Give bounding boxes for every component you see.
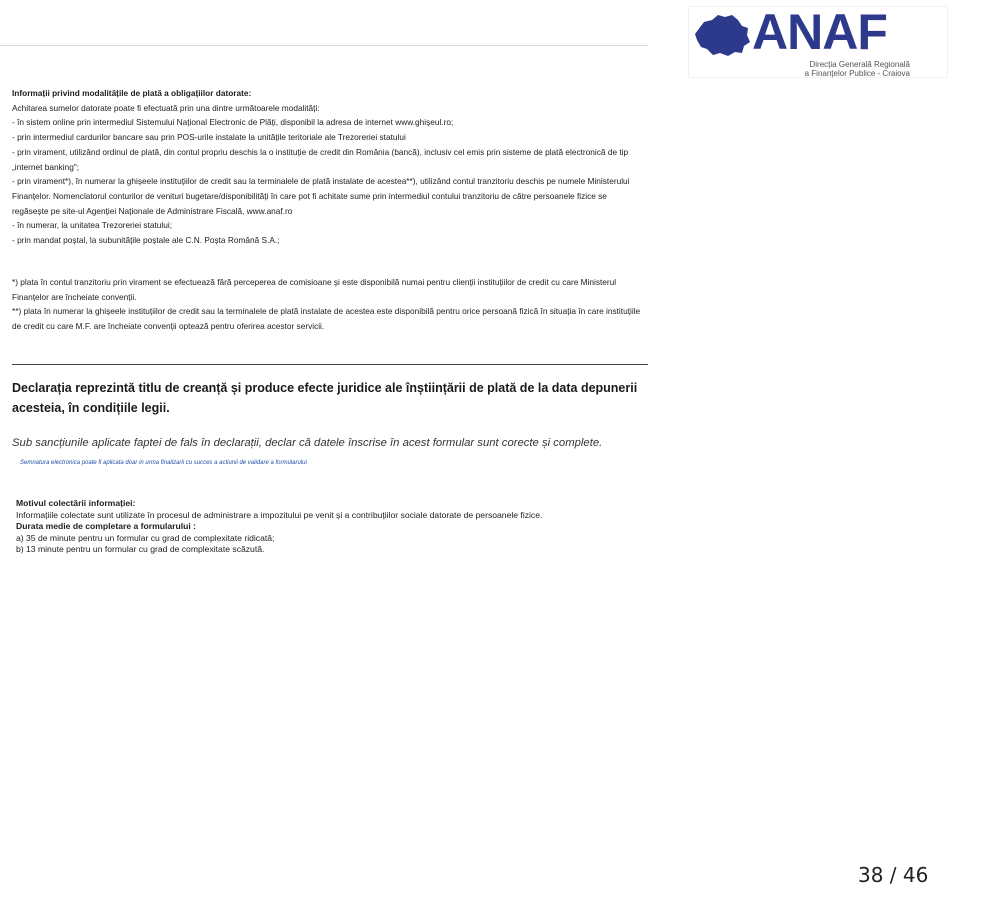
- header-divider: [0, 45, 648, 46]
- payment-method-item: - în numerar, la unitatea Trezoreriei statului;: [12, 220, 173, 231]
- declaration-statement: Declarația reprezintă titlu de creanță și produce efecte juridice ale înștiințării de plată de la data depunerii acesteia, în condițiile legii.: [12, 381, 638, 415]
- payment-method-item: - prin intermediul cardurilor bancare sau prin POS-urile instalate la unitățile teritoriale ale Trezoreriei statului: [12, 132, 406, 143]
- logo-subtitle-line-1: Direcția Generală Regională: [809, 60, 910, 69]
- payment-method-item: - prin mandat poștal, la subunitățile poștale ale C.N. Poșta Română S.A.;: [12, 235, 280, 246]
- payment-info-intro: Achitarea sumelor datorate poate fi efectuată prin una dintre următoarele modalități:: [12, 102, 320, 113]
- duration-title: Durata medie de completare a formularului :: [16, 521, 197, 532]
- sanctions-statement: Sub sancțiunile aplicate faptei de fals în declarații, declar că datele înscrise în acest formular sunt corecte și complete.: [12, 437, 603, 449]
- logo-subtitle-line-2: a Finanțelor Publice - Craiova: [804, 69, 910, 78]
- payment-method-item: - prin virament*), în numerar la ghișeele instituțiilor de credit sau la terminalele de plată instalate de acestea**), utilizând contul tranzitoriu deschis pe numele Ministerului Finanțelor. Nomenclatorul conturilor de venituri bugetare/disponibilități în care pot fi achitate sume prin intermediul contului tranzitoriu de către persoanele fizice se regăsește pe site-ul Agenției Naționale de Administrare Fiscală, www.anaf.ro: [12, 176, 630, 216]
- duration-item: b) 13 minute pentru un formular cu grad de complexitate scăzută.: [16, 544, 265, 555]
- motive-title: Motivul colectării informației:: [16, 498, 136, 508]
- anaf-logo-text: ANAF: [752, 4, 887, 60]
- logo-subtitle: [700, 60, 910, 78]
- duration-item: a) 35 de minute pentru un formular cu grad de complexitate ridicată;: [16, 532, 275, 543]
- romania-map-icon: [692, 12, 752, 58]
- payment-info-title: Informații privind modalitățile de plată a obligațiilor datorate:: [12, 88, 252, 98]
- footnotes-section: [12, 275, 642, 334]
- e-signature-note: Semnatura electronica poate fi aplicata doar in urma finalizarii cu succes a actiunii de validare a formularului: [20, 460, 307, 466]
- footnote: *) plata în contul tranzitoriu prin virament se efectuează fără perceperea de comisioane și este disponibilă numai pentru clienții instituțiilor de credit cu care Ministerul Finanțelor are încheiate convenții.: [12, 277, 617, 302]
- motive-text: Informațiile colectate sunt utilizate în procesul de administrare a impozitului pe venit și a contribuțiilor sociale datorate de persoanele fizice.: [16, 509, 543, 520]
- page-counter: 38 / 46: [858, 863, 929, 887]
- section-divider: [12, 364, 648, 365]
- payment-method-item: - în sistem online prin intermediul Sistemului Național Electronic de Plăți, disponibil la adresa de internet www.ghișeul.ro;: [12, 117, 454, 128]
- payment-method-item: - prin virament, utilizând ordinul de plată, din contul propriu deschis la o instituție de credit din România (bancă), inclusiv cel emis prin sisteme de plată electronică de tip „internet banking";: [12, 146, 629, 172]
- footnote: **) plata în numerar la ghișeele instituțiilor de credit sau la terminalele de plată instalate de acestea este disponibilă pentru orice persoană fizică în situația în care instituțiile de credit cu care M.F. are încheiate convenții optează pentru oferirea acestor servicii.: [12, 306, 641, 332]
- payment-info-section: [12, 86, 642, 248]
- motive-section: [16, 498, 644, 556]
